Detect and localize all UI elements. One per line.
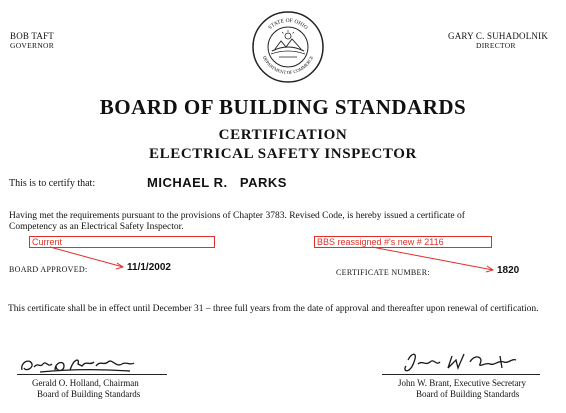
secretary-name: John W. Brant, Executive Secretary (398, 378, 526, 388)
chairman-name: Gerald O. Holland, Chairman (32, 378, 139, 388)
board-approved-date: 11/1/2002 (127, 262, 171, 273)
arrow-current-to-date (50, 247, 123, 267)
signature-line-right (382, 374, 540, 375)
annotation-reassigned-number: BBS reassigned #'s new # 2116 (314, 236, 492, 248)
certification-subheading: ELECTRICAL SAFETY INSPECTOR (149, 146, 417, 162)
certificate-holder-name: MICHAEL R. PARKS (147, 175, 287, 190)
arrow-reassigned-to-number (372, 247, 493, 270)
annotation-current: Current (29, 236, 215, 248)
svg-text:DEPARTMENT OF COMMERCE (262, 55, 314, 75)
seal-bottom-text: DEPARTMENT OF COMMERCE (261, 55, 315, 76)
governor-name: BOB TAFT (10, 31, 54, 41)
certificate-number-value: 1820 (497, 265, 520, 276)
signature-holland (22, 360, 134, 372)
director-name: GARY C. SUHADOLNIK (448, 31, 549, 41)
certification-heading: CERTIFICATION (218, 127, 348, 143)
governor-title: GOVERNOR (10, 41, 55, 50)
seal-top-text: STATE OF OHIO (267, 17, 309, 31)
arrowhead-reassigned-icon (486, 266, 493, 272)
requirements-text-line2: Competency as an Electrical Safety Inspector. (9, 222, 184, 232)
seal-emblem-icon (271, 30, 305, 57)
signature-brant (405, 354, 516, 371)
requirements-text-line1: Having met the requirements pursuant to the provisions of Chapter 3783. Revised Code, is hereby issued a certificate of (9, 211, 465, 221)
arrowhead-current-icon (116, 263, 123, 269)
secretary-title: Board of Building Standards (416, 389, 520, 399)
state-seal-logo (251, 10, 325, 84)
svg-text:STATE OF OHIO (267, 18, 308, 31)
signature-line-left (17, 374, 167, 375)
chairman-title: Board of Building Standards (37, 389, 141, 399)
director-title: DIRECTOR (476, 41, 516, 50)
effect-statement: This certificate shall be in effect until December 31 – three full years from the date of approval and thereafter upon renewal of certification. (8, 304, 539, 314)
certificate-number-label: CERTIFICATE NUMBER: (336, 268, 430, 277)
certify-label: This is to certify that: (9, 178, 96, 189)
board-title: BOARD OF BUILDING STANDARDS (99, 95, 467, 119)
board-approved-label: BOARD APPROVED: (9, 265, 88, 274)
